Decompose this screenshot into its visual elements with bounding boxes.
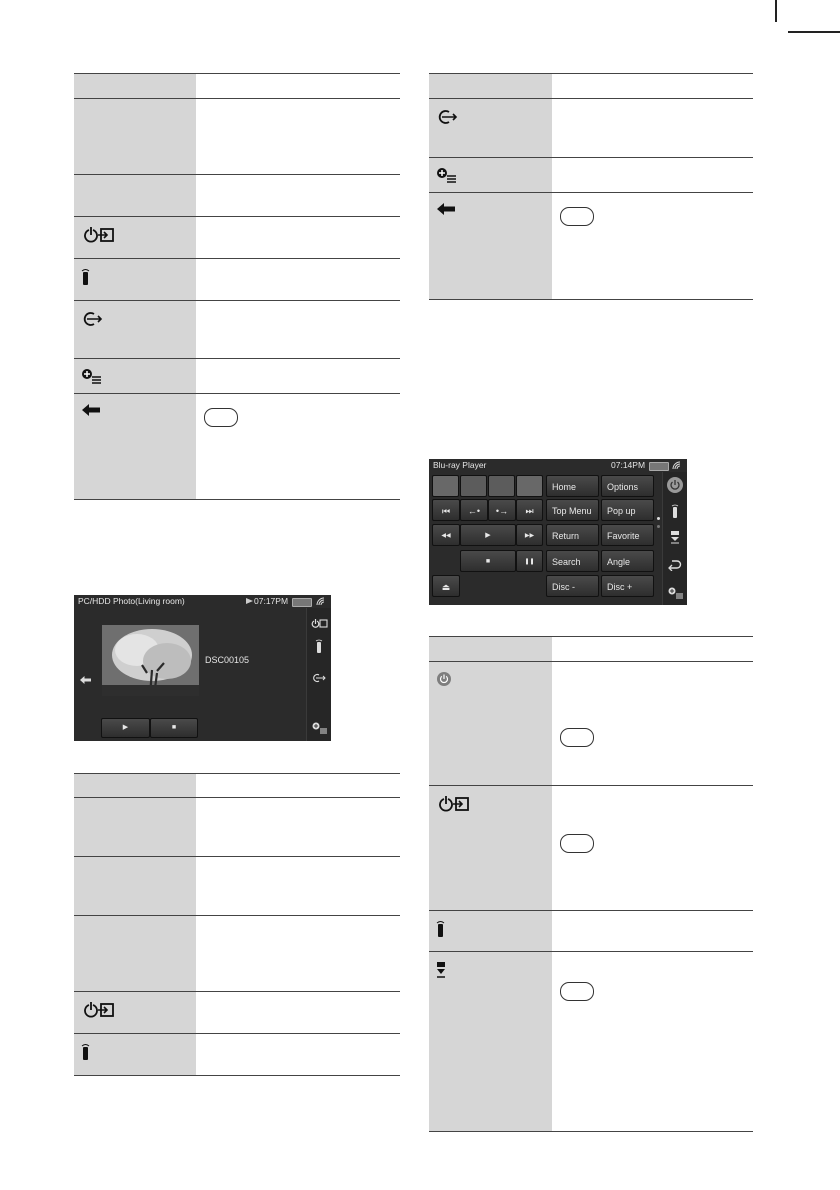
- color-button-4[interactable]: [516, 475, 543, 497]
- pc-hdd-photo-screenshot: [74, 595, 331, 741]
- previous-button[interactable]: ⏮: [432, 499, 460, 521]
- add-menu-icon[interactable]: [668, 586, 684, 604]
- add-menu-icon: [436, 167, 458, 188]
- screen-title: PC/HDD Photo(Living room): [78, 596, 185, 606]
- color-button-3[interactable]: [488, 475, 515, 497]
- note-badge: [560, 207, 594, 226]
- play-status-icon: [246, 598, 253, 604]
- angle-button[interactable]: Angle: [601, 550, 654, 572]
- add-menu-icon[interactable]: [312, 721, 328, 739]
- photo-filename: DSC00105: [205, 655, 250, 665]
- power-input-icon[interactable]: [310, 616, 328, 634]
- remote-icon[interactable]: [671, 504, 679, 523]
- top-menu-button[interactable]: Top Menu: [546, 499, 599, 521]
- back-arrow-icon: [81, 403, 101, 422]
- right-table-1: [429, 73, 753, 300]
- scroll-icon[interactable]: [670, 530, 680, 549]
- remote-icon[interactable]: [315, 639, 323, 658]
- power-input-icon: [81, 226, 115, 249]
- output-icon: [81, 310, 105, 333]
- stop-button[interactable]: ■: [460, 550, 516, 572]
- bluray-player-screenshot: [429, 459, 687, 605]
- stop-button[interactable]: ■: [150, 718, 198, 738]
- note-badge: [204, 408, 238, 427]
- remote-icon: [81, 1043, 91, 1066]
- page-indicator: [657, 525, 660, 528]
- rewind-button[interactable]: ◀◀: [432, 524, 460, 546]
- note-badge: [560, 982, 594, 1001]
- disc-plus-button[interactable]: Disc +: [601, 575, 654, 597]
- remote-icon: [436, 920, 446, 943]
- next-button[interactable]: ⏭: [516, 499, 543, 521]
- power-icon: [436, 671, 452, 692]
- fast-forward-button[interactable]: ▶▶: [516, 524, 543, 546]
- screen-title: Blu-ray Player: [433, 460, 487, 470]
- return-icon[interactable]: [668, 558, 682, 576]
- back-arrow-icon: [436, 202, 456, 221]
- skip-back-button[interactable]: ←•: [460, 499, 488, 521]
- back-arrow-icon[interactable]: [80, 671, 91, 689]
- pause-button[interactable]: ❚❚: [516, 550, 543, 572]
- note-badge: [560, 728, 594, 747]
- play-button[interactable]: ▶: [101, 718, 150, 738]
- power-input-icon: [436, 795, 470, 818]
- photo-thumbnail[interactable]: [102, 625, 199, 696]
- battery-icon: [649, 462, 669, 471]
- options-button[interactable]: Options: [601, 475, 654, 497]
- power-icon[interactable]: [666, 476, 684, 499]
- pop-up-button[interactable]: Pop up: [601, 499, 654, 521]
- status-bar: [429, 459, 687, 472]
- search-button[interactable]: Search: [546, 550, 599, 572]
- output-icon[interactable]: [312, 670, 326, 688]
- remote-icon: [81, 268, 91, 291]
- note-badge: [560, 834, 594, 853]
- left-table-1: [74, 73, 400, 500]
- color-button-2[interactable]: [460, 475, 487, 497]
- add-menu-icon: [81, 368, 103, 389]
- favorite-button[interactable]: Favorite: [601, 524, 654, 546]
- play-button[interactable]: ▶: [460, 524, 516, 546]
- eject-button[interactable]: ⏏: [432, 575, 460, 597]
- clock-text: 07:17PM: [254, 596, 289, 606]
- home-button[interactable]: Home: [546, 475, 599, 497]
- status-bar: [74, 595, 331, 608]
- crop-mark-vertical: [775, 0, 777, 22]
- disc-minus-button[interactable]: Disc -: [546, 575, 599, 597]
- scroll-icon: [436, 961, 446, 984]
- left-table-2: [74, 773, 400, 1076]
- crop-mark-horizontal: [788, 31, 840, 33]
- page-indicator: [657, 517, 660, 520]
- power-input-icon: [81, 1001, 115, 1024]
- clock-text: 07:14PM: [611, 460, 646, 470]
- output-icon: [436, 108, 460, 131]
- skip-forward-button[interactable]: •→: [488, 499, 516, 521]
- battery-icon: [292, 598, 312, 607]
- right-table-2: [429, 636, 753, 1132]
- return-button[interactable]: Return: [546, 524, 599, 546]
- color-button-1[interactable]: [432, 475, 459, 497]
